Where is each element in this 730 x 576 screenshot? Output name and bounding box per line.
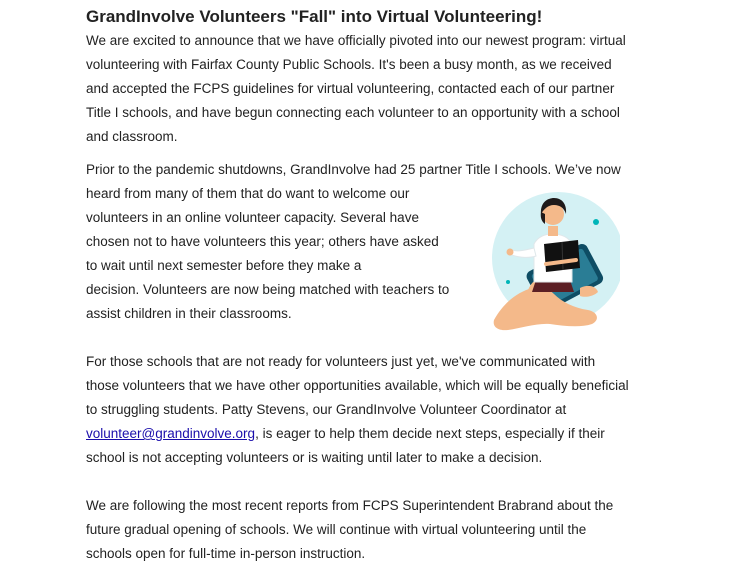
article-title: GrandInvolve Volunteers "Fall" into Virtual Volunteering!: [86, 7, 543, 26]
text-line: Prior to the pandemic shutdowns, GrandInvolve had 25 partner Title I schools. We’ve now: [86, 162, 621, 177]
coordinator-email-link[interactable]: volunteer@grandinvolve.org: [86, 426, 256, 441]
text-line: school is not accepting volunteers or is waiting until later to make a decision.: [86, 450, 543, 465]
text-fragment: , is eager to help them decide next steps, especially if their: [255, 426, 605, 441]
text-line: Title I schools, and have begun connecting each volunteer to an opportunity with a school: [86, 105, 620, 120]
text-line: We are following the most recent reports from FCPS Superintendent Brabrand about the: [86, 498, 614, 513]
text-line: We are excited to announce that we have officially pivoted into our newest program: virtual: [86, 33, 626, 48]
text-line: future gradual opening of schools. We will continue with virtual volunteering until the: [86, 522, 587, 537]
text-line: and classroom.: [86, 129, 178, 144]
text-line: and accepted the FCPS guidelines for virtual volunteering, contacted each of our partner: [86, 81, 615, 96]
teacher-on-phone-icon: [488, 192, 620, 332]
text-line: decision. Volunteers are now being matched with teachers to: [86, 282, 450, 297]
text-line: volunteering with Fairfax County Public Schools. It's been a busy month, as we received: [86, 57, 612, 72]
text-line: chosen not to have volunteers this year; others have asked: [86, 234, 439, 249]
paragraph-4: [86, 494, 654, 566]
text-line: to wait until next semester before they make a: [86, 258, 362, 273]
text-line: heard from many of them that do want to welcome our: [86, 186, 410, 201]
text-line: to struggling students. Patty Stevens, our GrandInvolve Volunteer Coordinator at: [86, 402, 567, 417]
text-line: schools open for full-time in-person instruction.: [86, 546, 366, 561]
text-line: volunteers in an online volunteer capacity. Several have: [86, 210, 419, 225]
text-line: those volunteers that we have other opportunities available, which will be equally beneficial: [86, 378, 629, 393]
paragraph-1: [86, 29, 654, 149]
text-line-with-link: [86, 422, 654, 446]
text-line: For those schools that are not ready for volunteers just yet, we've communicated with: [86, 354, 596, 369]
paragraph-3: [86, 350, 654, 470]
text-line: assist children in their classrooms.: [86, 306, 292, 321]
